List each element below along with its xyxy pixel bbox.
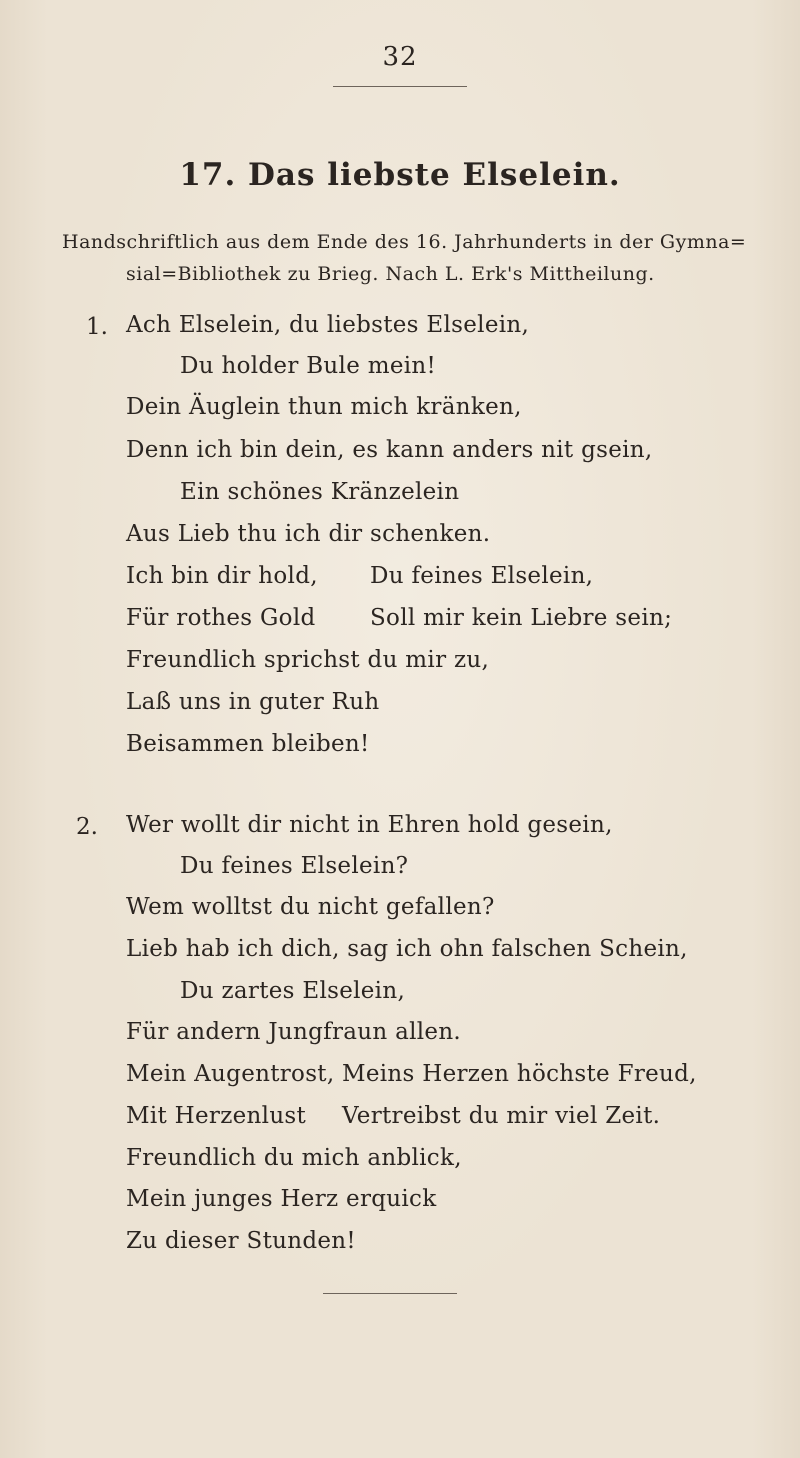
verse-line: Lieb hab ich dich, sag ich ohn falschen Schein,	[126, 936, 688, 962]
verse-line: Für andern Jungfraun allen.	[126, 1019, 462, 1045]
verse-line: Ich bin dir hold,	[126, 563, 318, 589]
verse-line: Mein junges Herz erquick	[126, 1186, 437, 1212]
verse-line: Wer wollt dir nicht in Ehren hold gesein,	[126, 812, 613, 838]
stanza-number: 2.	[76, 814, 98, 840]
verse-line-second-half: Soll mir kein Liebre sein;	[370, 605, 673, 631]
header-rule	[333, 86, 467, 87]
verse-line-second-half: Vertreibst du mir viel Zeit.	[342, 1103, 661, 1129]
verse-line: Aus Lieb thu ich dir schenken.	[126, 521, 491, 547]
verse-line: Laß uns in guter Ruh	[126, 689, 380, 715]
verse-line: Du zartes Elselein,	[180, 978, 406, 1004]
page-number: 32	[382, 42, 418, 72]
verse-line: Du holder Bule mein!	[180, 353, 437, 379]
source-note-line-1: Handschriftlich aus dem Ende des 16. Jahrhunderts in der Gymna=	[62, 231, 747, 253]
verse-line-second-half: Du feines Elselein,	[370, 563, 594, 589]
verse-line: Dein Äuglein thun mich kränken,	[126, 394, 522, 420]
verse-line: Mit Herzenlust	[126, 1103, 307, 1129]
verse-line: Du feines Elselein?	[180, 853, 409, 879]
stanza-number: 1.	[86, 314, 108, 340]
verse-line: Wem wolltst du nicht gefallen?	[126, 894, 495, 920]
verse-line: Ein schönes Kränzelein	[180, 479, 460, 505]
verse-line: Mein Augentrost,	[126, 1061, 335, 1087]
poem-title: 17. Das liebste Elselein.	[179, 157, 621, 193]
verse-line: Freundlich sprichst du mir zu,	[126, 647, 490, 673]
verse-line: Ach Elselein, du liebstes Elselein,	[126, 312, 530, 338]
verse-line: Zu dieser Stunden!	[126, 1228, 356, 1254]
source-note-line-2: sial=Bibliothek zu Brieg. Nach L. Erk's Mittheilung.	[126, 263, 655, 285]
footer-rule	[323, 1293, 457, 1294]
verse-line: Für rothes Gold	[126, 605, 316, 631]
verse-line: Denn ich bin dein, es kann anders nit gsein,	[126, 437, 653, 463]
verse-line-second-half: Meins Herzen höchste Freud,	[342, 1061, 697, 1087]
verse-line: Beisammen bleiben!	[126, 731, 370, 757]
verse-line: Freundlich du mich anblick,	[126, 1145, 462, 1171]
